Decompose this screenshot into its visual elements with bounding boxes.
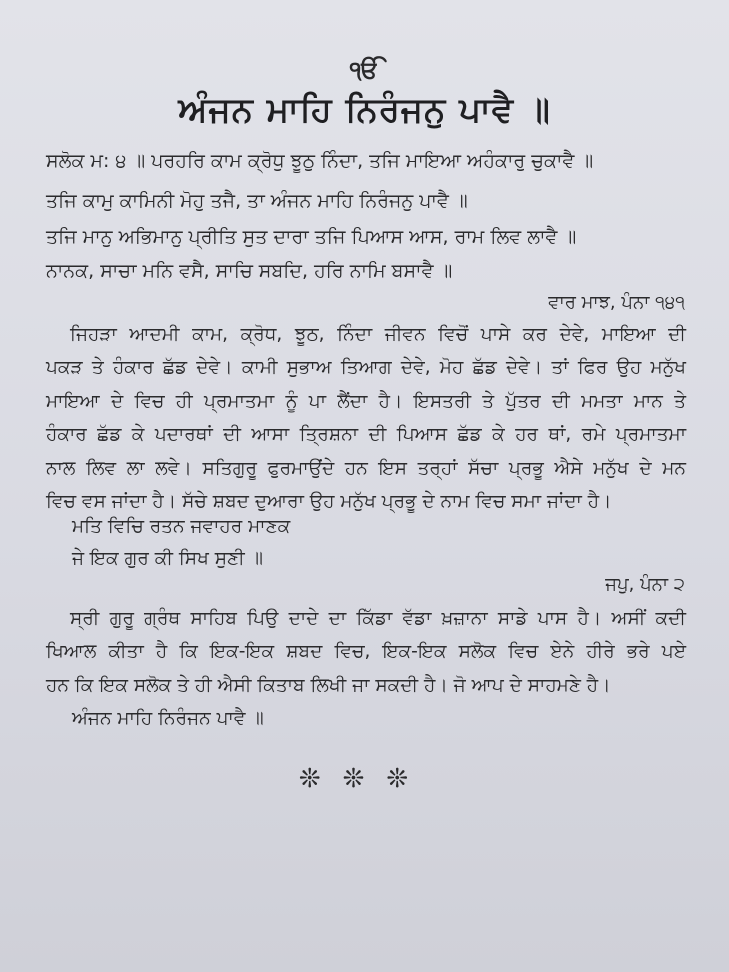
paragraph-line: ਸ੍ਰੀ ਗੁਰੂ ਗ੍ਰੰਥ ਸਾਹਿਬ ਪਿਉ ਦਾਦੇ ਦਾ ਕਿੱਡਾ ਵੱਡਾ ਖ਼ਜ਼ਾਨਾ ਸਾਡੇ ਪਾਸ ਹੈ। ਅਸੀਂ ਕਦੀ (70, 608, 686, 629)
verse-line: ਸਲੋਕ ਮ: ੪ ॥ ਪਰਹਰਿ ਕਾਮ ਕ੍ਰੋਧੁ ਝੂਠੁ ਨਿੰਦਾ, ਤਜਿ ਮਾਇਆ ਅਹੰਕਾਰੁ ਚੁਕਾਵੈ ॥ (46, 150, 594, 172)
paragraph-line: ਵਿਚ ਵਸ ਜਾਂਦਾ ਹੈ। ਸੱਚੇ ਸ਼ਬਦ ਦੁਆਰਾ ਉਹ ਮਨੁੱਖ ਪ੍ਰਭੂ ਦੇ ਨਾਮ ਵਿਚ ਸਮਾ ਜਾਂਦਾ ਹੈ। (46, 491, 612, 512)
paragraph-line: ਪਕੜ ਤੇ ਹੰਕਾਰ ਛੱਡ ਦੇਵੇ। ਕਾਮੀ ਸੁਭਾਅ ਤਿਆਗ ਦੇਵੇ, ਮੋਹ ਛੱਡ ਦੇਵੇ। ਤਾਂ ਫਿਰ ਉਹ ਮਨੁੱਖ (46, 357, 686, 378)
closing-line: ਅੰਜਨ ਮਾਹਿ ਨਿਰੰਜਨ ਪਾਵੈ ॥ (72, 708, 264, 729)
quote-line: ਜੇ ਇਕ ਗੁਰ ਕੀ ਸਿਖ ਸੁਣੀ ॥ (72, 548, 263, 569)
paragraph-line: ਨਾਲ ਲਿਵ ਲਾ ਲਵੇ। ਸਤਿਗੁਰੂ ਫੁਰਮਾਉਂਦੇ ਹਨ ਇਸ ਤਰ੍ਹਾਂ ਸੱਚਾ ਪ੍ਰਭੂ ਐਸੇ ਮਨੁੱਖ ਦੇ ਮਨ (46, 458, 686, 479)
paragraph-line: ਖਿਆਲ ਕੀਤਾ ਹੈ ਕਿ ਇਕ-ਇਕ ਸ਼ਬਦ ਵਿਚ, ਇਕ-ਇਕ ਸਲੋਕ ਵਿਚ ਏਨੇ ਹੀਰੇ ਭਰੇ ਪਏ (46, 641, 686, 662)
paragraph-line: ਮਾਇਆ ਦੇ ਵਿਚ ਹੀ ਪ੍ਰਮਾਤਮਾ ਨੂੰ ਪਾ ਲੈਂਦਾ ਹੈ। ਇਸਤਰੀ ਤੇ ਪੁੱਤਰ ਦੀ ਮਮਤਾ ਮਾਨ ਤੇ (46, 391, 686, 412)
paragraph-line: ਹਨ ਕਿ ਇਕ ਸਲੋਕ ਤੇ ਹੀ ਐਸੀ ਕਿਤਾਬ ਲਿਖੀ ਜਾ ਸਕਦੀ ਹੈ। ਜੋ ਆਪ ਦੇ ਸਾਹਮਣੇ ਹੈ। (46, 675, 611, 696)
paragraph-line: ਜਿਹੜਾ ਆਦਮੀ ਕਾਮ, ਕ੍ਰੋਧ, ਝੂਠ, ਨਿੰਦਾ ਜੀਵਨ ਵਿਚੋਂ ਪਾਸੇ ਕਰ ਦੇਵੇ, ਮਾਇਆ ਦੀ (70, 324, 686, 345)
verse-line: ਨਾਨਕ, ਸਾਚਾ ਮਨਿ ਵਸੈ, ਸਾਚਿ ਸਬਦਿ, ਹਰਿ ਨਾਮਿ ਬਸਾਵੈ ॥ (46, 260, 453, 282)
quote-line: ਮਤਿ ਵਿਚਿ ਰਤਨ ਜਵਾਹਰ ਮਾਣਕ (72, 516, 291, 537)
verse-line: ਤਜਿ ਮਾਨੁ ਅਭਿਮਾਨੁ ਪ੍ਰੀਤਿ ਸੁਤ ਦਾਰਾ ਤਜਿ ਪਿਆਸ ਆਸ, ਰਾਮ ਲਿਵ ਲਾਵੈ ॥ (46, 226, 577, 248)
ik-onkar-symbol: ੴ (349, 56, 380, 84)
ornament-stars: ❊❊❊ (298, 764, 431, 794)
verse-line: ਤਜਿ ਕਾਮੁ ਕਾਮਿਨੀ ਮੋਹੁ ਤਜੈ, ਤਾ ਅੰਜਨ ਮਾਹਿ ਨਿਰੰਜਨੁ ਪਾਵੈ ॥ (46, 190, 468, 212)
scripture-reference: ਜਪੁ, ਪੰਨਾ ੨ (605, 574, 685, 595)
scripture-reference: ਵਾਰ ਮਾਝ, ਪੰਨਾ ੧੪੧ (548, 292, 685, 313)
paragraph-line: ਹੰਕਾਰ ਛੱਡ ਕੇ ਪਦਾਰਥਾਂ ਦੀ ਆਸਾ ਤ੍ਰਿਸ਼ਨਾ ਦੀ ਪਿਆਸ ਛੱਡ ਕੇ ਹਰ ਥਾਂ, ਰਮੇ ਪ੍ਰਮਾਤਮਾ (46, 424, 686, 445)
page-title: ਅੰਜਨ ਮਾਹਿ ਨਿਰੰਜਨੁ ਪਾਵੈ ॥ (178, 90, 551, 130)
